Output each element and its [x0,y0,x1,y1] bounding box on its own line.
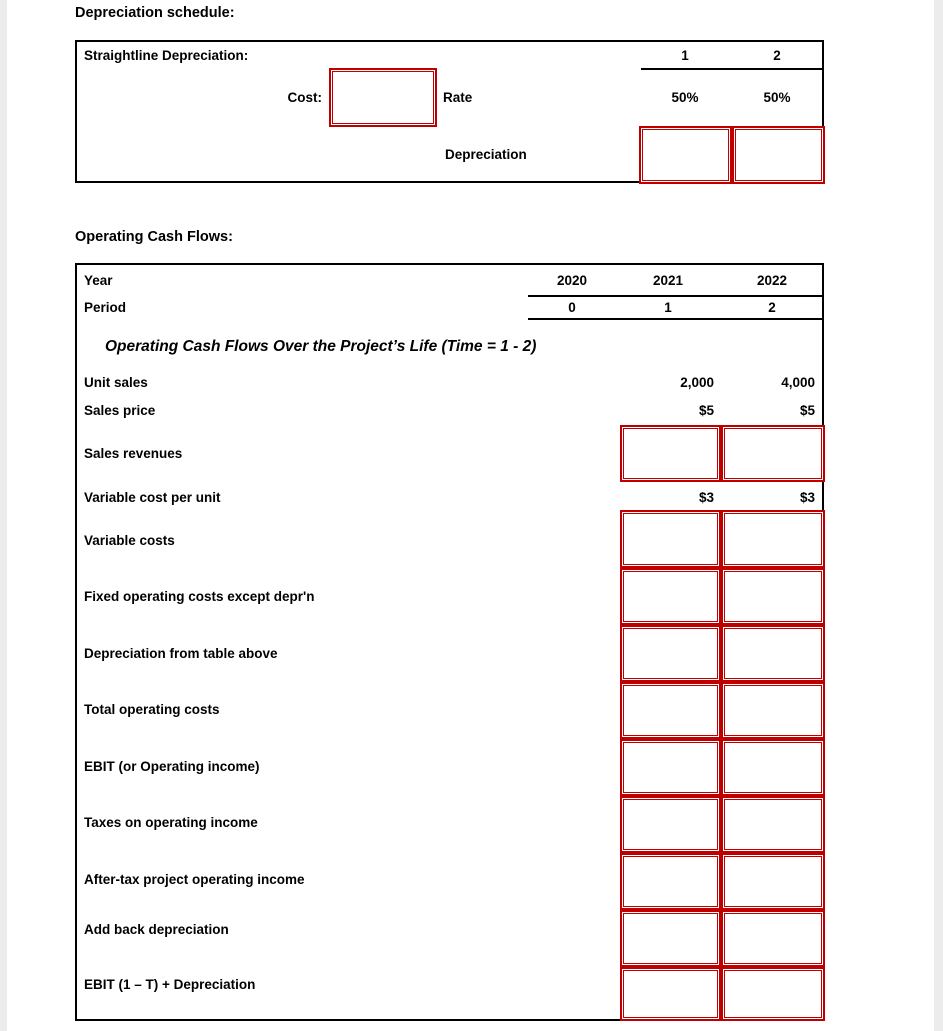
sales-revenues-input-2022[interactable] [721,425,825,482]
variable-cost-per-unit-2021: $3 [698,490,714,505]
year-2021: 2021 [652,273,684,288]
row-label-sales-price: Sales price [84,403,156,418]
unit-sales-2021: 2,000 [680,375,714,390]
total-operating-costs-input-2022[interactable] [721,682,825,739]
sales-price-2022: $5 [799,403,815,418]
variable-cost-per-unit-2022: $3 [799,490,815,505]
after-tax-income-input-2021[interactable] [620,853,721,910]
straightline-col-header-2: 2 [773,48,781,63]
ebit-plus-depreciation-input-2021[interactable] [620,967,721,1021]
unit-sales-2022: 4,000 [781,375,815,390]
year-underline [528,295,824,297]
operating-cash-flows-heading: Operating Cash Flows: [75,229,233,245]
period-0: 0 [568,300,576,315]
period-row-label: Period [84,300,127,315]
add-back-depreciation-input-2022[interactable] [721,910,825,967]
sales-price-2021: $5 [698,403,714,418]
straightline-depreciation-table [75,40,824,183]
section-title: Operating Cash Flows Over the Project’s Life (Time = 1 - 2) [105,338,537,355]
taxes-input-2021[interactable] [620,796,721,853]
variable-costs-input-2021[interactable] [620,510,721,568]
operating-cash-flows-table [75,263,824,1021]
year-2020: 2020 [556,273,588,288]
sales-revenues-input-2021[interactable] [620,425,721,482]
after-tax-income-input-2022[interactable] [721,853,825,910]
fixed-operating-costs-input-2022[interactable] [721,568,825,625]
row-label-ebit-plus-depreciation: EBIT (1 – T) + Depreciation [84,977,256,992]
year-row-label: Year [84,273,113,288]
row-label-total-operating-costs: Total operating costs [84,702,220,717]
row-label-ebit: EBIT (or Operating income) [84,759,260,774]
straightline-col-header-1: 1 [681,48,689,63]
row-label-depreciation-from-table: Depreciation from table above [84,646,278,661]
period-2: 2 [768,300,776,315]
page-edge-right [934,0,943,1031]
depreciation-input-cell-year1[interactable] [639,126,732,184]
variable-costs-input-2022[interactable] [721,510,825,568]
cost-label: Cost: [287,90,322,105]
depreciation-from-table-input-2021[interactable] [620,625,721,682]
row-label-add-back-depreciation: Add back depreciation [84,922,229,937]
total-operating-costs-input-2021[interactable] [620,682,721,739]
straightline-title: Straightline Depreciation: [84,48,249,63]
period-underline [528,318,824,320]
straightline-header-underline [641,68,824,70]
rate-value-year2: 50% [763,90,791,105]
ebit-plus-depreciation-input-2022[interactable] [721,967,825,1021]
taxes-input-2022[interactable] [721,796,825,853]
fixed-operating-costs-input-2021[interactable] [620,568,721,625]
row-label-sales-revenues: Sales revenues [84,446,183,461]
page-edge-left [0,0,7,1031]
row-label-after-tax-income: After-tax project operating income [84,872,305,887]
row-label-taxes: Taxes on operating income [84,815,258,830]
ebit-input-2021[interactable] [620,739,721,796]
rate-value-year1: 50% [671,90,699,105]
rate-label: Rate [443,90,473,105]
cost-input-cell[interactable] [329,68,437,127]
depreciation-from-table-input-2022[interactable] [721,625,825,682]
row-label-variable-costs: Variable costs [84,533,175,548]
depreciation-label: Depreciation [445,147,527,162]
row-label-variable-cost-per-unit: Variable cost per unit [84,490,221,505]
row-label-fixed-operating-costs: Fixed operating costs except depr'n [84,589,315,604]
period-1: 1 [664,300,672,315]
year-2022: 2022 [756,273,788,288]
depreciation-input-cell-year2[interactable] [732,126,825,184]
row-label-unit-sales: Unit sales [84,375,148,390]
ebit-input-2022[interactable] [721,739,825,796]
add-back-depreciation-input-2021[interactable] [620,910,721,967]
depreciation-schedule-heading: Depreciation schedule: [75,5,235,21]
